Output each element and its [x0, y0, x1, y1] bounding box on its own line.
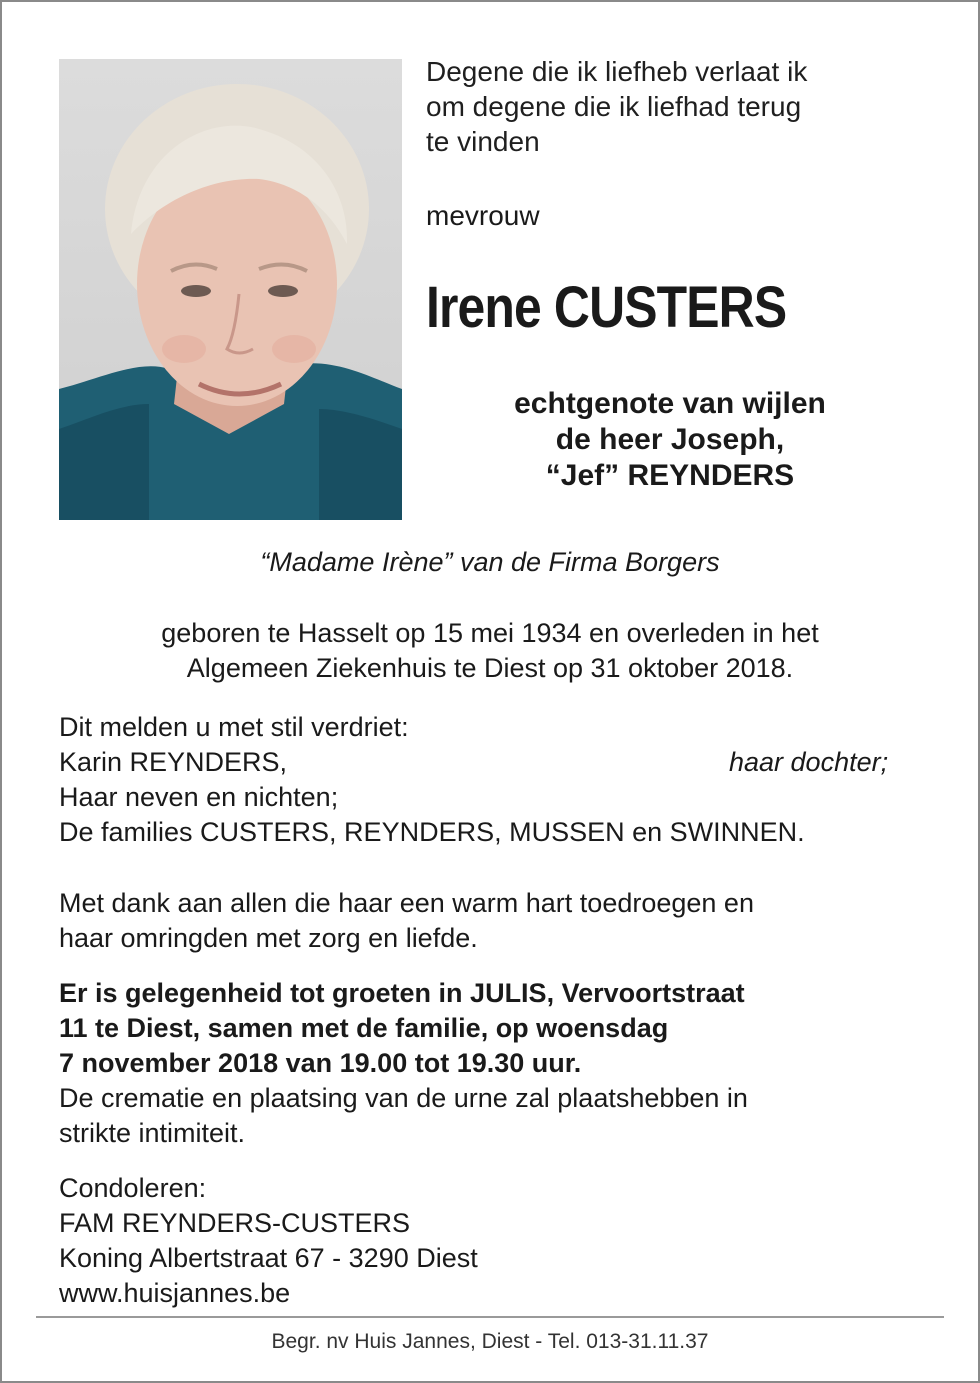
visitation-bold-line: 11 te Diest, samen met de familie, op woensdag — [59, 1013, 669, 1043]
deceased-name: Irene CUSTERS — [426, 275, 787, 340]
spouse-line: “Jef” REYNDERS — [545, 459, 795, 492]
mourner-name: Haar neven en nichten; — [59, 782, 339, 812]
mourner-entry — [59, 815, 939, 850]
visitation-bold-line: Er is gelegenheid tot groeten in JULIS, Vervoortstraat — [59, 978, 745, 1008]
thanks-line: Met dank aan allen die haar een warm hart toedroegen en — [59, 888, 754, 918]
thanks-note — [59, 886, 939, 956]
portrait-illustration — [59, 59, 402, 520]
memorial-quote — [426, 54, 926, 159]
mourner-entry — [59, 780, 939, 815]
condolences-website[interactable]: www.huisjannes.be — [59, 1278, 291, 1308]
birth-death-line: geboren te Hasselt op 15 mei 1934 en overleden in het — [161, 618, 819, 648]
right-eye — [268, 285, 298, 297]
birth-death-details — [0, 616, 980, 686]
visitation-details — [59, 976, 939, 1151]
spouse-line: echtgenote van wijlen — [514, 387, 826, 420]
condolences-family: FAM REYNDERS-CUSTERS — [59, 1208, 411, 1238]
quote-line: om degene die ik liefhad terug — [426, 91, 802, 122]
mourner-name: De families CUSTERS, REYNDERS, MUSSEN en SWINNEN. — [59, 817, 805, 847]
cremation-line: De crematie en plaatsing van de urne zal plaatshebben in — [59, 1083, 748, 1113]
cremation-line: strikte intimiteit. — [59, 1118, 246, 1148]
thanks-line: haar omringden met zorg en liefde. — [59, 923, 478, 953]
quote-line: Degene die ik liefheb verlaat ik — [426, 56, 808, 87]
mourners-list — [59, 710, 939, 850]
mourner-name: Karin REYNDERS, — [59, 747, 288, 777]
alias-line: “Madame Irène” van de Firma Borgers — [260, 547, 720, 577]
condolences-street: Koning Albertstraat 67 - 3290 Diest — [59, 1243, 478, 1273]
condolences-address — [59, 1171, 939, 1311]
mourner-entry — [59, 745, 939, 780]
funeral-home-footer: Begr. nv Huis Jannes, Diest - Tel. 013-31.11.37 — [271, 1330, 709, 1353]
left-eye — [181, 285, 211, 297]
visitation-bold-line: 7 november 2018 van 19.00 tot 19.30 uur. — [59, 1048, 582, 1078]
spouse-line: de heer Joseph, — [555, 423, 785, 456]
quote-line: te vinden — [426, 126, 540, 157]
honorific: mevrouw — [426, 200, 540, 231]
footer-divider — [36, 1316, 944, 1318]
mourners-intro: Dit melden u met stil verdriet: — [59, 712, 409, 742]
condolences-label: Condoleren: — [59, 1173, 207, 1203]
birth-death-line: Algemeen Ziekenhuis te Diest op 31 oktober 2018. — [186, 653, 794, 683]
mourner-role: haar dochter; — [729, 747, 889, 777]
portrait-photo — [59, 59, 402, 520]
spouse-note — [420, 386, 920, 494]
